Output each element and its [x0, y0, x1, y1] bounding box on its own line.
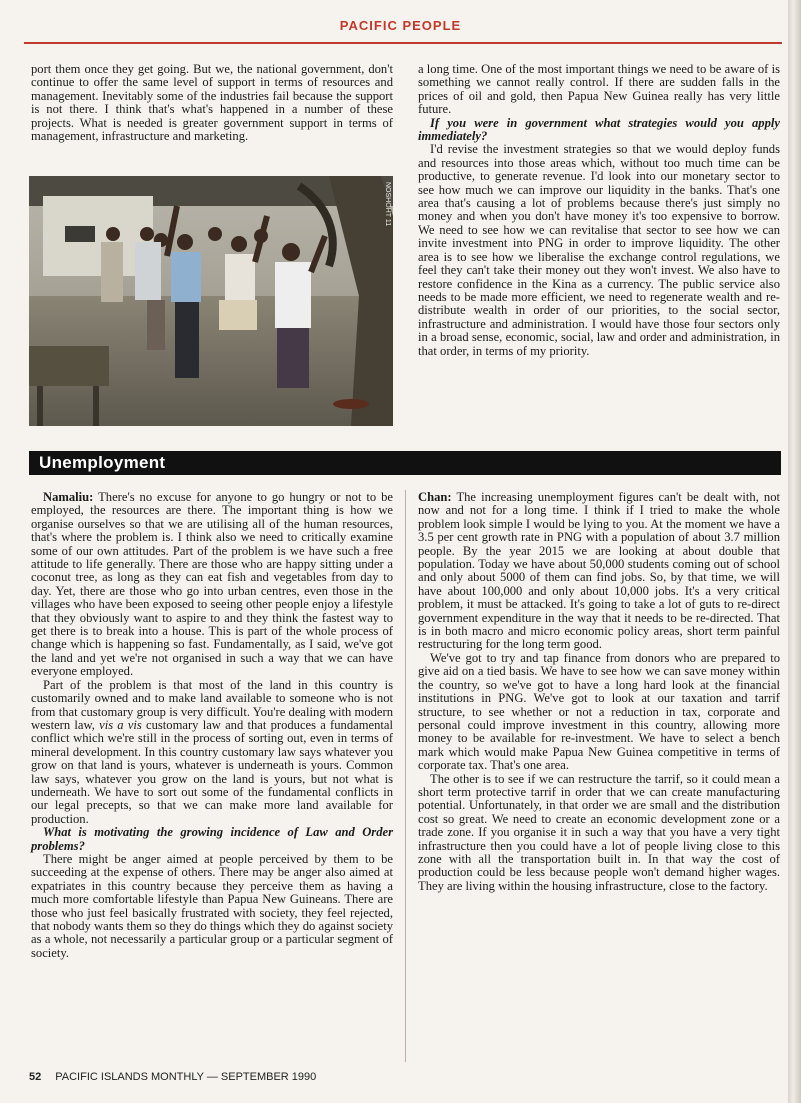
- photo-credit: NOSHOHT 11: [384, 182, 391, 227]
- column-divider: [405, 490, 406, 1062]
- top-right-column: [418, 63, 780, 358]
- paragraph: There might be anger aimed at people perceived by them to be succeeding at the expense of others. There may be anger also aimed at expatriates in this country because they perceive them as having a much more comfortable lifestyle than Papua New Guineans. There are those who just feel basically frustrated with society, they feel rejected, that nobody wants them so they do things which they do against society as a whole, not necessarily a particular group or a particular segment of society.: [31, 851, 393, 960]
- footer: [29, 1071, 316, 1083]
- page-number: 52: [29, 1071, 42, 1083]
- paragraph: The increasing unemployment figures can't be dealt with, not now and not for a long time. I think if I tried to make the whole problem look simple I would be lying to you. At the moment we have a 3.5 per cent growth rate in PNG with a population of about 3.7 million people. By the year 2015 we are looking at about double that population. Today we have about 50,000 students coming out of school and only about 5000 of them can find jobs. So, by that time, we will have about 100,000 and only about 10,000 jobs. It's a very critical problem, it must be attacked. It's going to take a lot of guts to re-direct government expenditure in the way that it needs to be re-directed. That is in both macro and micro economic policy areas, short term painful restructuring for the long term good.: [418, 490, 781, 652]
- paragraph: port them once they get going. But we, the national government, don't continue to offer the same level of support in terms of resources and management. Inevitably some of the industries fail because the support is not there. I think that's what's happened in a number of these projects. What is needed is greater government support in terms of management, infrastructure and marketing.: [31, 62, 393, 144]
- section-title: Unemployment: [39, 453, 166, 472]
- emphasis: vis a vis: [99, 717, 142, 732]
- speaker-name: Chan:: [418, 490, 452, 504]
- question: If you were in government what strategies would you apply immediately?: [418, 115, 780, 144]
- paragraph: The other is to see if we can restructure the tarrif, so it could mean a short term protective tarrif in order that we can create manufacturing potential. Unfortunately, in that order we are small and the distribution cost so great. We need to create an economic development zone or a trade zone. If you organise it in such a way that you have a very tight infrastructure then you could have a lot of people living close to this zone with all the transportation built in. In that way the cost of production could be less because people won't demand higher wages. They are living within the housing infrastructure, close to the factory.: [418, 771, 780, 893]
- speaker-name: Namaliu:: [43, 490, 94, 504]
- photo-illustration: [29, 176, 393, 426]
- group-photo: [29, 176, 393, 426]
- page-edge: [788, 0, 801, 1103]
- section-band: [29, 451, 781, 475]
- bottom-left-column: [31, 491, 393, 960]
- paragraph: There's no excuse for anyone to go hungry or not to be employed, the resources are there. The important thing is how we organise ourselves so that we are utilising all of the human resources, that's where the problem is. I think also we need to critically examine some of our own attitudes. Part of the problem is we have such a free attitude to life generally. There are those who are happy sitting under a coconut tree, as long as they can eat fish and vegetables from day to day. Yet, there are those who go into urban centres, even those in the villages who have been exposed to seeing other people enjoy a lifestyle that they obviously want to aspire to and they think the fastest way to get there is to break into a house. This is part of the whole process of change which is happening so fast. Fundamentally, as I said, we've got the land and yet we're not organised in such a way that we can have everyone employed.: [31, 490, 393, 679]
- paragraph: I'd revise the investment strategies so that we would deploy funds and resources into those areas which, without too much time can be productive, to generate revenue. I'd look into our monetary sector to see how much we can improve our liquidity in the banks. That's one area that's causing a lot of problems because there's just simply no money and when you don't have money it's too expensive to borrow. We need to see how we can revitalise that sector to see how we can invite investment into PNG in order to improve liquidity. The other area is to see how we liberalise the exchange control regulations, we feel they can't take their money out they won't invest. We also have to restore confidence in the Kina as a currency. The public service also needs to be made more efficient, we need to regenerate wealth and re-distribute wealth in order of our priorities, to the social sector, infrastructure and administration. I would have those four sectors only in a broad sense, economic, social, law and order and administration, in that order, in terms of my priority.: [418, 142, 780, 358]
- bottom-right-column: [418, 491, 780, 893]
- paragraph: a long time. One of the most important things we need to be aware of is something we cannot really control. If there are sudden falls in the prices of oil and gold, then Papua New Guinea really has very little future.: [418, 62, 780, 117]
- question: What is motivating the growing incidence of Law and Order problems?: [31, 825, 393, 853]
- header-rule: [24, 42, 782, 44]
- section-header: PACIFIC PEOPLE: [339, 18, 462, 33]
- paragraph: customary law and that produces a fundamental conflict which we're still in the process of sorting out, even in terms of mineral development. In this country customary law says whatever you grow on that land is yours, whatever is underneath is yours. Common law says, whatever you grow on the land is yours, but not what is underneath. We have to sort out some of the fundamental conflicts in our legal precepts, so that we can make more land available for production.: [31, 717, 393, 826]
- publication-line: PACIFIC ISLANDS MONTHLY — SEPTEMBER 1990: [55, 1071, 317, 1083]
- paragraph: Part of the problem is that most of the land in this country is customarily owned and to make land available to someone who is not from that customary group is very difficult. You're dealing with modern western law,: [31, 677, 393, 732]
- top-left-column: [31, 63, 393, 143]
- paragraph: We've got to try and tap finance from donors who are prepared to give aid on a tied basis. We have to see how we can save money within the country, so we've got to have a long hard look at the financial institutions in PNG. We've got to look at our taxation and tarrif structure, to see whether or not a reduction in tax, corporate and personal could improve investment in this country, allowing more money to be available for re-investment. We have to select a bench mark which would make Papua New Guinea competitive in terms of corporate tax. That's one area.: [418, 650, 780, 773]
